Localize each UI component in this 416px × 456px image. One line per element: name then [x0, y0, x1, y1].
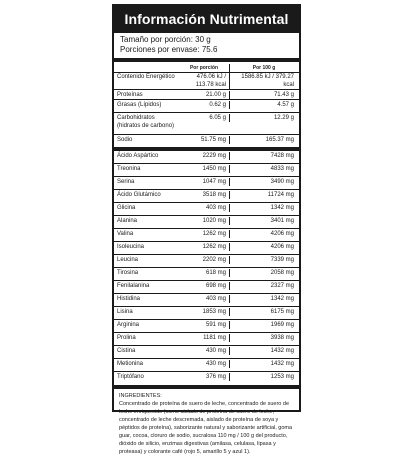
table-row: Alanina 1020 mg 3401 mg [114, 215, 299, 228]
table-row: Histidina 403 mg 1342 mg [114, 293, 299, 306]
table-row: Carbohidratos (hidratos de carbono) 6.05 g 12.29 g [114, 112, 299, 134]
table-row: Ácido Glutámico 3518 mg 11724 mg [114, 189, 299, 202]
panel-title: Información Nutrimental [114, 6, 299, 33]
table-row: Metionina 430 mg 1432 mg [114, 358, 299, 371]
table-row: Prolina 1181 mg 3938 mg [114, 332, 299, 345]
column-per-serving: Por porción [189, 65, 219, 71]
table-row: Sodio 51.75 mg 165.37 mg [114, 134, 299, 147]
ingredients-heading: INGREDIENTES: [119, 393, 162, 399]
table-row: Treonina 1450 mg 4833 mg [114, 163, 299, 176]
table-row: Lisina 1853 mg 6175 mg [114, 306, 299, 319]
ingredients-text: Concentrado de proteína de suero de leche, concentrado de suero de leche enriquecido (como aislado de proteína de suero de leche, concentrado de leche descremada, aislado de proteína de soya y péptidos de proteína), saborizante natural y saborizante artificial, goma guar, cocoa, cloruro de sodio, sucralosa 110 mg / 100 g del producto, dióxido de silicio, enzimas digestivas (amilasa, celulasa, lipasa y proteasa) y colorante café (rojo 5, amarillo 5 y azul 1). [119, 401, 293, 455]
table-row: Arginina 591 mg 1969 mg [114, 319, 299, 332]
table-row: Valina 1262 mg 4206 mg [114, 228, 299, 241]
serving-info [114, 33, 299, 55]
table-row: Tirosina 618 mg 2058 mg [114, 267, 299, 280]
table-row: Isoleucina 1262 mg 4206 mg [114, 241, 299, 254]
table-row: Triptófano 376 mg 1253 mg [114, 371, 299, 384]
servings-per-container: Porciones por envase: 75.6 [120, 45, 218, 54]
table-row: Serina 1047 mg 3490 mg [114, 176, 299, 189]
table-row: Grasas (Lípidos) 0.62 g 4.57 g [114, 99, 299, 112]
table-row: Glicina 403 mg 1342 mg [114, 202, 299, 215]
serving-size: Tamaño por porción: 30 g [120, 35, 211, 44]
ingredients-block [114, 389, 299, 456]
nutrition-facts-panel [112, 4, 301, 455]
energy-row: Contenido Energético 476.06 kJ / 113.78 kcal 1586.85 kJ / 379.27 kcal [114, 72, 299, 89]
table-row: Leucina 2202 mg 7339 mg [114, 254, 299, 267]
table-row: Fenilalanina 698 mg 2327 mg [114, 280, 299, 293]
table-row: Proteínas 21.00 g 71.43 g [114, 89, 299, 99]
table-row: Ácido Aspártico 2229 mg 7428 mg [114, 151, 299, 163]
amino-acids-table [114, 151, 299, 384]
macros-table [114, 89, 299, 147]
column-header-row [114, 62, 299, 72]
table-row: Cistina 430 mg 1432 mg [114, 345, 299, 358]
column-per-100g: Por 100 g [229, 64, 298, 72]
